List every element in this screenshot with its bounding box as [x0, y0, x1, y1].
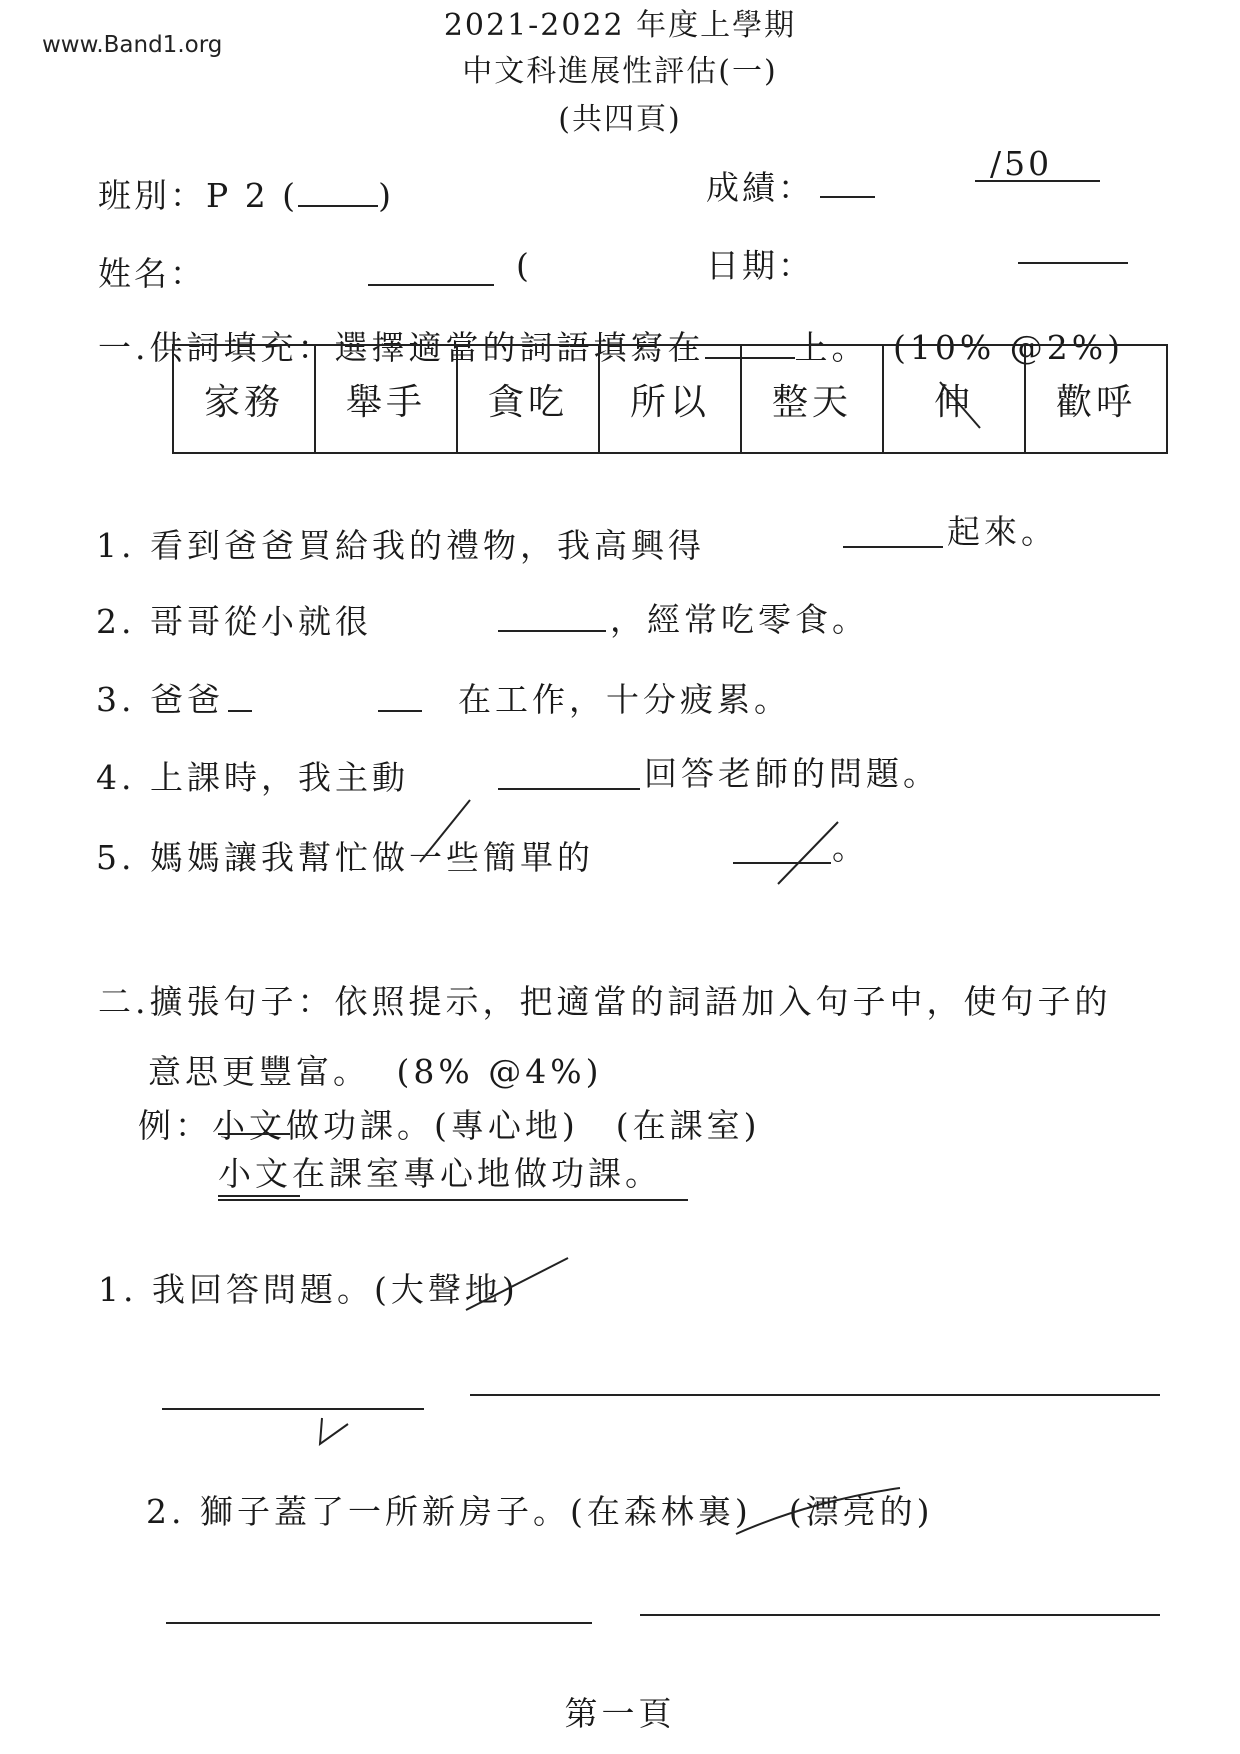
question-text-end: ，經常吃零食。 [610, 600, 869, 639]
score-label: 成績： [706, 168, 814, 207]
watermark: www.Band1.org [42, 32, 223, 58]
word-bank-item: 舉手 [315, 345, 457, 453]
example-sentence: 小文做功課。(專心地) (在課室) [212, 1106, 761, 1145]
question-number: 2. [96, 602, 136, 641]
question-text: 上課時，我主動 [150, 758, 409, 797]
date-label: 日期： [706, 246, 814, 285]
word-bank-item: 整天 [741, 345, 883, 453]
section1-marks: (10% @2%) [893, 328, 1124, 367]
word-bank-item: 貪吃 [457, 345, 599, 453]
question-text: 媽媽讓我幫忙做一些簡單的 [150, 838, 594, 877]
check-mark [320, 1418, 348, 1444]
section1-instruction-end: 上。 [794, 328, 869, 367]
word-bank-item: 伸 [883, 345, 1025, 453]
header-pages: (共四頁) [558, 102, 682, 137]
example-label: 例： [138, 1106, 212, 1145]
question-number: 1. [98, 1270, 138, 1309]
score-total: /50 [990, 144, 1053, 183]
section1-instruction: 一.供詞填充：選擇適當的詞語填寫在 [98, 328, 705, 367]
strike-mark-q5b [778, 822, 838, 884]
section2-marks: (8% @4%) [396, 1052, 603, 1091]
question-number: 2. [146, 1492, 186, 1531]
question-text-end: 。 [832, 828, 869, 867]
question-number: 1. [96, 526, 136, 565]
question-number: 5. [96, 838, 136, 877]
question-number: 3. [96, 680, 136, 719]
strike-mark-s2q2 [736, 1488, 900, 1534]
strike-mark-q5a [420, 800, 470, 862]
section2-instruction-end: 意思更豐富。 [148, 1052, 370, 1091]
page-footer: 第一頁 [564, 1694, 676, 1733]
class-value: P 2 ( [206, 176, 299, 215]
example-answer: 小文在課室專心地做功課。 [218, 1148, 688, 1201]
strike-mark-s2q1 [466, 1258, 568, 1310]
question-number: 4. [96, 758, 136, 797]
question-text: 爸爸 [150, 680, 224, 719]
name-paren: ( [516, 246, 532, 285]
question-text-end: 起來。 [947, 512, 1058, 551]
section2-title: 二.擴張句子：依照提示，把適當的詞語加入句子中，使句子的 [98, 982, 1112, 1021]
class-label: 班別： [98, 176, 206, 215]
question-text-end: 在工作，十分疲累。 [458, 680, 791, 719]
question-text: 哥哥從小就很 [150, 602, 372, 641]
header-title: 中文科進展性評估(一) [462, 54, 778, 89]
question-text: 看到爸爸買給我的禮物，我高興得 [150, 526, 705, 565]
word-bank-item: 家務 [173, 345, 315, 453]
header-year: 2021-2022 年度上學期 [443, 8, 797, 43]
class-close: ) [378, 176, 394, 215]
question-text-end: 回答老師的問題。 [644, 754, 940, 793]
name-label: 姓名： [98, 254, 206, 293]
strike-mark-word-bank [940, 382, 980, 428]
question-text: 獅子蓋了一所新房子。(在森林裏) (漂亮的) [200, 1492, 934, 1531]
word-bank-item: 所以 [599, 345, 741, 453]
question-text: 我回答問題。(大聲地) [152, 1270, 519, 1309]
word-bank-item: 歡呼 [1025, 345, 1167, 453]
